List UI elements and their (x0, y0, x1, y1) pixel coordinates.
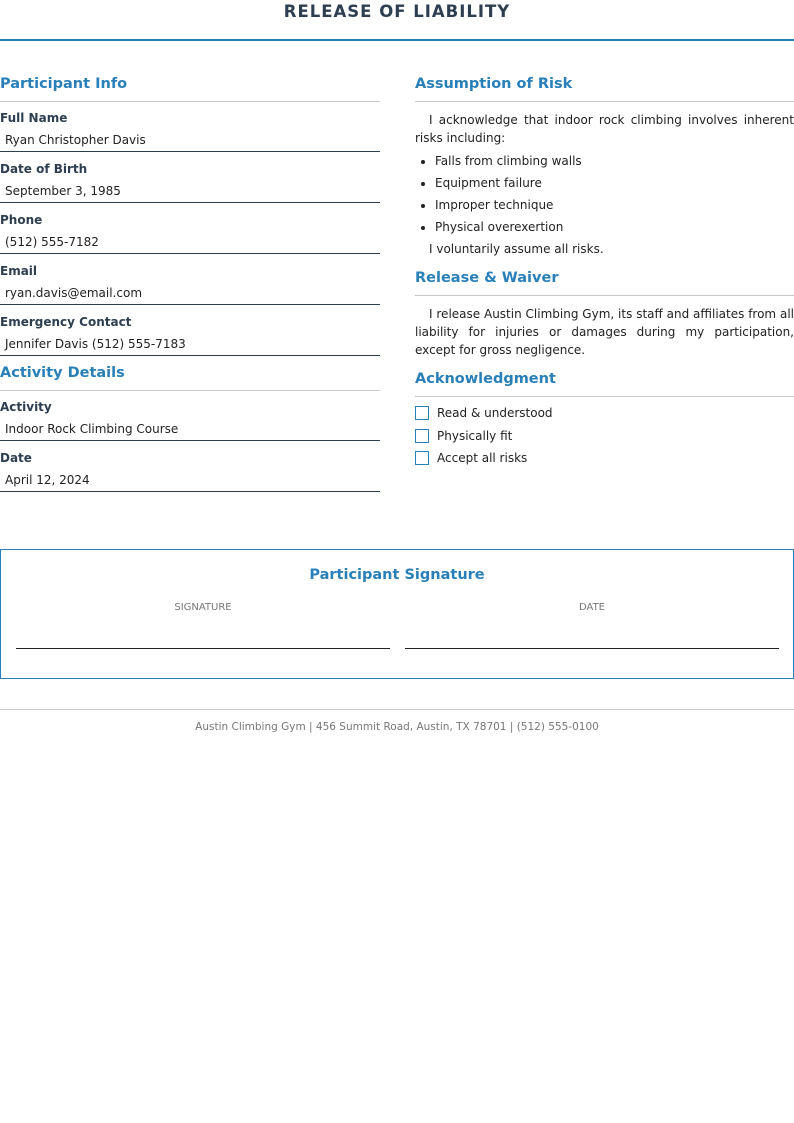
waiver-heading: Release & Waiver (415, 270, 794, 296)
checkbox-label: Physically fit (437, 428, 513, 443)
signature-heading: Participant Signature (309, 567, 485, 583)
ack-fit-checkbox[interactable] (415, 425, 794, 448)
field-value[interactable]: Indoor Rock Climbing Course (0, 416, 380, 441)
footer: Austin Climbing Gym | 456 Summit Road, Austin, TX 78701 | (512) 555-0100 (0, 709, 794, 733)
title-divider (0, 39, 794, 41)
signature-line[interactable] (16, 648, 390, 649)
date-line[interactable] (405, 648, 779, 649)
field-activity (0, 400, 380, 441)
participant-heading: Participant Info (0, 76, 380, 102)
field-dob (0, 162, 380, 203)
checkbox-icon[interactable] (415, 429, 429, 443)
checkbox-icon[interactable] (415, 451, 429, 465)
date-label: DATE (578, 602, 605, 613)
risk-heading: Assumption of Risk (415, 76, 794, 102)
field-value[interactable]: (512) 555-7182 (0, 229, 380, 254)
risk-item: • Physical overexertion (435, 218, 794, 240)
field-email (0, 264, 380, 305)
ack-risks-checkbox[interactable] (415, 447, 794, 470)
field-value[interactable]: ryan.davis@email.com (0, 280, 380, 305)
risk-item: • Improper technique (435, 196, 794, 218)
activity-heading: Activity Details (0, 365, 380, 391)
risk-closing: I voluntarily assume all risks. (429, 242, 604, 256)
field-label: Date of Birth (0, 162, 88, 176)
signature-label: SIGNATURE (174, 602, 232, 613)
risk-item: • Equipment failure (435, 174, 794, 196)
risk-item: • Falls from climbing walls (435, 152, 794, 174)
signature-field[interactable] (16, 602, 390, 649)
field-full-name (0, 111, 380, 152)
field-label: Emergency Contact (0, 315, 132, 329)
field-phone (0, 213, 380, 254)
field-label: Activity (0, 400, 52, 414)
field-label: Email (0, 264, 38, 278)
field-label: Full Name (0, 111, 68, 125)
ack-heading: Acknowledgment (415, 371, 794, 397)
right-column (415, 76, 794, 470)
checkbox-icon[interactable] (415, 406, 429, 420)
checkbox-label: Read & understood (437, 406, 553, 421)
checkbox-label: Accept all risks (437, 451, 528, 466)
risk-list (435, 152, 794, 240)
field-value[interactable]: September 3, 1985 (0, 178, 380, 203)
ack-read-checkbox[interactable] (415, 402, 794, 425)
risk-intro: I acknowledge that indoor rock climbing involves inherent risks including: (415, 113, 794, 145)
signature-section (0, 549, 794, 679)
date-field[interactable] (405, 602, 779, 649)
field-emergency-contact (0, 315, 380, 356)
left-column (0, 76, 380, 502)
field-date (0, 451, 380, 492)
waiver-text: I release Austin Climbing Gym, its staff and affiliates from all liability for injuries or damages during my participation, except for gross negligence. (415, 307, 794, 357)
field-value[interactable]: April 12, 2024 (0, 467, 380, 492)
field-label: Phone (0, 213, 43, 227)
field-value[interactable]: Jennifer Davis (512) 555-7183 (0, 331, 380, 356)
document-title: RELEASE OF LIABILITY (283, 2, 511, 21)
field-value[interactable]: Ryan Christopher Davis (0, 127, 380, 152)
field-label: Date (0, 451, 32, 465)
